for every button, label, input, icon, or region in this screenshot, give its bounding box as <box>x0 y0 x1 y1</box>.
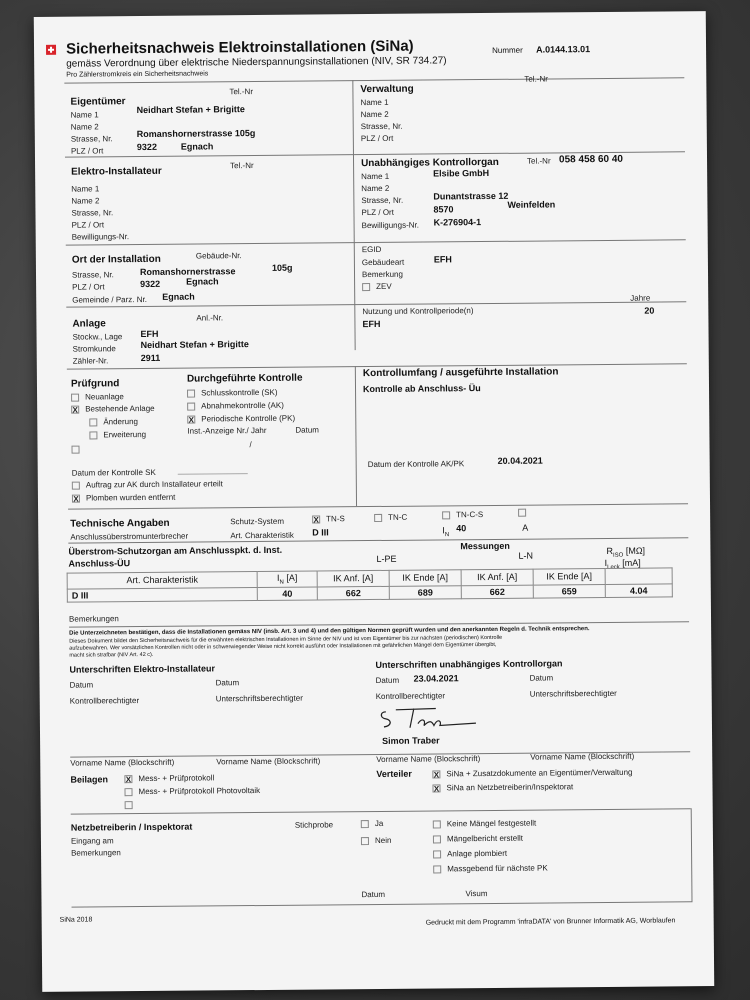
zaehler-value: 2911 <box>140 352 161 364</box>
checkmark-x-icon: X <box>313 515 319 525</box>
abnahmekontrolle-label: Abnahmekontrolle (AK) <box>201 400 284 411</box>
tnc-checkbox[interactable] <box>374 513 407 522</box>
stockwerk-value: EFH <box>140 328 159 340</box>
signature-image <box>378 703 488 734</box>
neuanlage-checkbox[interactable] <box>71 392 124 401</box>
tech-sub: Anschlussüberstromunterbrecher <box>70 531 189 542</box>
netz-bem-label: Bemerkungen <box>71 848 121 858</box>
sign-left-ub: Unterschriftsberechtigter <box>215 693 303 704</box>
val-ik-anf-lpe: 662 <box>317 586 389 600</box>
periodische-kontrolle-label: Periodische Kontrolle (PK) <box>201 413 296 424</box>
in-value: 40 <box>456 523 467 534</box>
nummer-label: Nummer <box>492 45 523 55</box>
neuanlage-label: Neuanlage <box>85 392 124 402</box>
tnc-label: TN-C <box>388 512 408 522</box>
pruefgrund-title: Prüfgrund <box>70 378 120 390</box>
checkmark-x-icon: X <box>188 415 194 425</box>
tns-checkbox[interactable] <box>312 514 345 523</box>
val-riso: 4.04 <box>605 584 672 598</box>
egid-label: EGID <box>361 244 382 255</box>
beilage-2-label: Mess- + Prüfprotokoll Photovoltaik <box>138 786 261 797</box>
anlage-nr-label: Anl.-Nr. <box>196 313 224 323</box>
netz-visum-label: Visum <box>465 889 488 899</box>
location-city: Egnach <box>186 276 219 287</box>
owner-street-label: Strasse, Nr. <box>70 134 113 144</box>
footer-right: Gedruckt mit dem Programm 'infraDATA' von Brunner Informatik AG, Worblaufen <box>425 917 676 927</box>
sign-left-kb: Kontrollberechtigter <box>69 696 140 706</box>
admin-name2-label: Name 2 <box>360 109 389 120</box>
kontrollumfang-value: Kontrolle ab Anschluss- Üu <box>362 383 481 395</box>
datum-sk-label: Datum der Kontrolle SK <box>71 467 156 478</box>
bestehende-anlage-label: Bestehende Anlage <box>85 403 155 414</box>
periodische-kontrolle-checkbox[interactable] <box>187 414 295 424</box>
beilagen-label: Beilagen <box>70 774 108 785</box>
extra-system-checkbox[interactable] <box>518 508 532 517</box>
val-ik-anf-ln: 662 <box>461 585 533 599</box>
admin-street-label: Strasse, Nr. <box>360 121 403 132</box>
form-subtitle: gemäss Verordnung über elektrische Niederspannungsinstallationen (NIV, SR 734.27) <box>66 55 447 70</box>
sign-right-ub: Unterschriftsberechtigter <box>529 688 617 699</box>
controller-name1: Elsibe GmbH <box>433 167 490 179</box>
zev-checkbox[interactable] <box>362 282 392 291</box>
verteiler-label: Verteiler <box>376 768 412 779</box>
controller-tel: 058 458 60 40 <box>558 153 624 166</box>
verteiler-1-checkbox[interactable] <box>432 768 632 779</box>
netz-opt-3-label: Anlage plombiert <box>447 848 508 859</box>
owner-name1-label: Name 1 <box>70 110 99 120</box>
val-in: 40 <box>257 587 317 601</box>
ileck-label: $I_{Leck}$ [mA] <box>604 557 641 571</box>
netz-opt-4-label: Massgebend für nächste PK <box>447 863 548 874</box>
tech-title: Technische Angaben <box>70 517 170 530</box>
measurement-table <box>67 567 673 602</box>
location-plz: 9322 <box>140 278 161 290</box>
auftrag-ak-checkbox[interactable] <box>72 479 223 489</box>
installer-tel-label: Tel.-Nr <box>230 161 254 171</box>
zaehler-label: Zähler-Nr. <box>72 356 109 366</box>
sign-right-datum-1: Datum <box>375 675 400 685</box>
verteiler-1-label: SiNa + Zusatzdokumente an Eigentümer/Verwaltung <box>446 767 633 779</box>
location-geb-label: Gebäude-Nr. <box>195 251 242 261</box>
nein-label: Nein <box>374 835 392 846</box>
durchgefuehrt-title: Durchgeführte Kontrolle <box>186 372 303 385</box>
checkmark-x-icon: X <box>72 405 78 415</box>
val-ik-ende-ln: 659 <box>533 584 605 598</box>
vn-2: Vorname Name (Blockschrift) <box>216 756 321 767</box>
eingang-label: Eingang am <box>70 836 114 846</box>
vn-4: Vorname Name (Blockschrift) <box>530 751 635 762</box>
ja-checkbox[interactable] <box>361 819 384 828</box>
controller-title: Unabhängiges Kontrollorgan <box>361 156 499 170</box>
owner-street: Romanshornerstrasse 105g <box>136 128 256 140</box>
vn-3: Vorname Name (Blockschrift) <box>376 754 481 764</box>
col-ik-ende-ln: IK Ende [A] <box>533 568 605 584</box>
tncs-checkbox[interactable] <box>442 510 483 519</box>
netz-opt-3-checkbox[interactable] <box>433 849 507 859</box>
gebaeudeart-label: Gebäudeart <box>361 257 405 268</box>
form-title: Sicherheitsnachweis Elektroinstallationen (SiNa) <box>65 37 414 58</box>
verteiler-2-label: SiNa an Netzbetreiberin/Inspektorat <box>446 782 574 793</box>
netz-opt-4-checkbox[interactable] <box>433 863 548 873</box>
location-nr: 105g <box>271 262 293 273</box>
vn-1: Vorname Name (Blockschrift) <box>70 757 175 768</box>
checkmark-x-icon: X <box>125 775 132 785</box>
controller-bew: K-276904-1 <box>433 217 482 228</box>
measure-head1b: Anschluss-ÜU <box>68 558 131 569</box>
installer-name1-label: Name 1 <box>71 184 100 194</box>
ln-label: L-N <box>518 550 534 561</box>
checkmark-x-icon: X <box>73 494 79 504</box>
netz-opt-1-checkbox[interactable] <box>433 819 536 829</box>
auftrag-ak-label: Auftrag zur AK durch Installateur erteilt <box>85 479 223 490</box>
messungen-label: Messungen <box>460 540 510 552</box>
form-sheet <box>34 11 714 992</box>
controller-tel-label: Tel.-Nr <box>526 156 551 166</box>
art-char-value: D III <box>312 527 329 538</box>
tns-label: TN-S <box>326 514 345 524</box>
inst-slash: / <box>249 440 252 450</box>
inst-anzeige-label: Inst.-Anzeige Nr./ Jahr <box>187 425 267 436</box>
location-plz-label: PLZ / Ort <box>72 282 105 292</box>
checkmark-x-icon: X <box>433 784 440 794</box>
beilage-1-label: Mess- + Prüfprotokoll <box>138 773 215 784</box>
controller-street-label: Strasse, Nr. <box>361 195 404 206</box>
anlage-title: Anlage <box>72 318 106 330</box>
sign-right-datum-2: Datum <box>529 673 554 683</box>
admin-title: Verwaltung <box>360 83 414 96</box>
sign-right-datum-value: 23.04.2021 <box>413 673 459 684</box>
col-in: $I_N$ [A] <box>257 571 317 587</box>
controller-bew-label: Bewilligungs-Nr. <box>361 220 419 231</box>
datum-akpk-value: 20.04.2021 <box>497 455 543 466</box>
col-ik-ende-lpe: IK Ende [A] <box>389 570 461 586</box>
netz-opt-2-checkbox[interactable] <box>433 834 523 844</box>
installer-bew-label: Bewilligungs-Nr. <box>71 232 130 242</box>
stockwerk-label: Stockw., Lage <box>72 332 123 342</box>
verteiler-2-checkbox[interactable] <box>432 782 573 792</box>
nummer-value: A.0144.13.01 <box>536 44 591 55</box>
col-ik-anf-lpe: IK Anf. [A] <box>317 570 389 586</box>
netz-title: Netzbetreiberin / Inspektorat <box>70 821 193 833</box>
extra-checkbox[interactable] <box>71 445 85 454</box>
tncs-label: TN-C-S <box>456 510 484 520</box>
beilage-2-checkbox[interactable] <box>124 786 260 796</box>
val-art: D III <box>67 587 257 602</box>
sign-name: Simon Traber <box>382 735 440 746</box>
legal-line-1: Die Unterzeichneten bestätigen, dass die Installationen gemäss NIV (insb. Art. 3 und 4) und den gültigen Normen geprüft wurden und den anerkannten Regeln d. Technik entsprechen. <box>69 626 590 637</box>
bemerkungen-label: Bemerkungen <box>68 614 119 624</box>
location-street: Romanshornerstrasse <box>139 266 236 278</box>
sign-left-datum-1: Datum <box>69 680 94 690</box>
footer-left: SiNa 2018 <box>59 916 93 924</box>
nein-checkbox[interactable] <box>361 836 392 845</box>
installer-plz-label: PLZ / Ort <box>71 220 105 230</box>
art-char-label: Art. Charakteristik <box>230 530 294 541</box>
controller-name2-label: Name 2 <box>361 183 390 194</box>
aenderung-checkbox[interactable] <box>89 417 138 426</box>
installer-street-label: Strasse, Nr. <box>71 208 114 218</box>
sign-right-kb: Kontrollberechtigter <box>375 691 446 701</box>
riso-label: $R_{ISO}$ [MΩ] <box>606 545 646 559</box>
controller-plz-label: PLZ / Ort <box>361 207 394 218</box>
stichprobe-label: Stichprobe <box>294 820 334 830</box>
bestehende-anlage-checkbox[interactable] <box>71 404 154 414</box>
netz-datum-label: Datum <box>361 889 386 900</box>
schlusskontrolle-checkbox[interactable] <box>187 388 278 398</box>
sign-left-datum-2: Datum <box>215 678 240 688</box>
erweiterung-label: Erweiterung <box>103 429 147 440</box>
controller-street: Dunantstrasse 12 <box>433 190 509 202</box>
gebaeudeart-value: EFH <box>433 254 452 265</box>
legal-line-4: macht sich strafbar (NIV Art. 42 c). <box>69 651 154 659</box>
form-subtitle-2: Pro Zählerstromkreis ein Sicherheitsnachweis <box>66 70 209 79</box>
erweiterung-checkbox[interactable] <box>89 430 146 439</box>
owner-title: Eigentümer <box>70 96 126 108</box>
col-ik-anf-ln: IK Anf. [A] <box>461 569 533 585</box>
legal-line-3: aufzubewahren. Wer vorsätzlichen Kontrollen nicht oder in schwerwiegender Weise nicht korrekt ausführt oder Installationen mit gefährlichen Mängel dem Eigentümer übergibt, <box>69 641 497 652</box>
col-art: Art. Charakteristik <box>67 572 257 589</box>
col-riso <box>605 568 672 584</box>
lpe-label: L-PE <box>376 553 397 564</box>
stromkunde-value: Neidhart Stefan + Brigitte <box>140 339 249 351</box>
abnahmekontrolle-checkbox[interactable] <box>187 401 284 411</box>
location-street-label: Strasse, Nr. <box>71 270 114 280</box>
owner-plz: 9322 <box>136 141 157 153</box>
stromkunde-label: Stromkunde <box>72 344 116 354</box>
netz-opt-1-label: Keine Mängel festgestellt <box>446 818 537 829</box>
jahre-label: Jahre <box>630 293 651 303</box>
bemerkung-label: Bemerkung <box>361 269 403 280</box>
admin-plz-label: PLZ / Ort <box>360 133 394 144</box>
owner-city: Egnach <box>180 141 214 152</box>
sign-right-title: Unterschriften unabhängiges Kontrollorgan <box>375 658 563 670</box>
admin-tel-label: Tel.-Nr <box>524 74 548 84</box>
controller-plz: 8570 <box>433 204 454 215</box>
schutz-system-label: Schutz-System <box>230 516 285 527</box>
ja-label: Ja <box>374 818 384 829</box>
in-label: $I_N$ <box>442 525 450 539</box>
sign-left-title: Unterschriften Elektro-Installateur <box>69 663 216 675</box>
zev-label: ZEV <box>376 281 392 291</box>
swiss-flag-icon <box>46 45 56 55</box>
inst-datum-label: Datum <box>295 425 319 435</box>
val-ik-ende-lpe: 689 <box>389 586 461 600</box>
admin-name1-label: Name 1 <box>360 97 389 108</box>
beilage-3-checkbox[interactable] <box>125 800 139 809</box>
nutzung-label: Nutzung und Kontrollperiode(n) <box>362 306 474 317</box>
controller-city: Weinfelden <box>507 199 556 210</box>
controller-name1-label: Name 1 <box>361 171 390 182</box>
measure-head1: Überstrom-Schutzorgan am Anschlusspkt. d. Inst. <box>68 544 283 557</box>
owner-name2-label: Name 2 <box>70 122 99 132</box>
netz-opt-2-label: Mängelbericht erstellt <box>446 833 524 844</box>
checkmark-x-icon: X <box>433 770 440 780</box>
kontrollumfang-title: Kontrollumfang / ausgeführte Installation <box>362 366 559 380</box>
in-unit: A <box>522 522 529 533</box>
owner-plz-label: PLZ / Ort <box>70 146 104 156</box>
owner-name1: Neidhart Stefan + Brigitte <box>136 104 245 116</box>
schlusskontrolle-label: Schlusskontrolle (SK) <box>201 387 278 398</box>
beilage-1-checkbox[interactable] <box>124 773 214 783</box>
plomben-label: Plomben wurden entfernt <box>85 492 176 503</box>
plomben-checkbox[interactable] <box>72 493 175 503</box>
jahre-value: 20 <box>644 305 655 316</box>
nutzung-value: EFH <box>362 318 381 330</box>
location-gemeinde-label: Gemeinde / Parz. Nr. <box>72 294 147 305</box>
aenderung-label: Änderung <box>103 417 139 427</box>
datum-akpk-label: Datum der Kontrolle AK/PK <box>367 459 465 470</box>
legal-line-2: Dieses Dokument bildet den Sicherheitsnachweis für die erwähnten elektrischen Installationen im Sinne der NIV und ist vom Eigentümer bis zur nächsten (periodischen) Kontrolle <box>69 634 503 645</box>
installer-name2-label: Name 2 <box>71 196 100 206</box>
owner-tel-label: Tel.-Nr <box>229 87 254 97</box>
installer-title: Elektro-Installateur <box>71 165 162 178</box>
location-title: Ort der Installation <box>71 253 161 266</box>
location-gemeinde: Egnach <box>162 291 195 302</box>
